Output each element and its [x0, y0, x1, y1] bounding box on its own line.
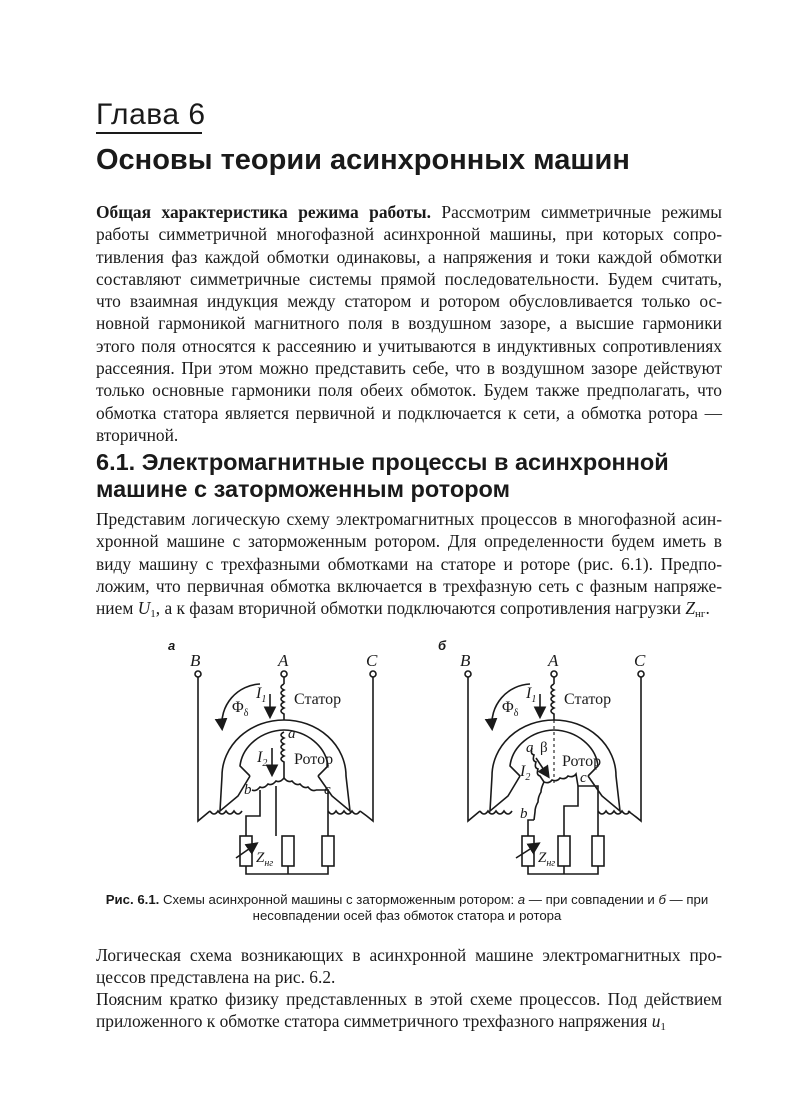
var-u-sub: 1 [150, 608, 156, 621]
paragraph-logic-scheme [96, 508, 722, 625]
para4-text: Поясним кратко физику представленных в этой схеме процессов. Под действием приложенного к обмотке статора симметричного трехфазного напряжения [96, 989, 722, 1032]
panel-a-terminal-a-dot [281, 671, 287, 677]
panel-b-label: б [438, 638, 447, 653]
panel-a-load-label: $Z_{нг}$ [256, 850, 274, 869]
panel-b-flux-label: $\Phi_\delta$ [502, 699, 519, 719]
figure-caption [100, 892, 714, 924]
panel-a-phase-b: b [244, 782, 252, 798]
para2-text-end: . [705, 598, 710, 619]
panel-a-line-b [198, 677, 210, 821]
panel-b-terminal-c-dot [638, 671, 644, 677]
para4-var-u-sub: 1 [660, 1021, 666, 1034]
panel-b-phase-b: b [520, 806, 528, 822]
panel-a-terminal-b-dot [195, 671, 201, 677]
panel-b-wire-b [528, 820, 534, 836]
chapter-title: Основы теории асинхронных машин [96, 144, 630, 176]
paragraph-physics [96, 988, 722, 1039]
caption-b: б [658, 892, 666, 907]
figure-6-1-diagram [160, 636, 660, 886]
caption-text-3: — при несовпадении осей фаз обмоток статора и ротора [252, 892, 709, 923]
panel-b-terminal-b: B [460, 651, 471, 670]
panel-b-load-2 [558, 836, 570, 866]
panel-a-i1-label: $I_1$ [256, 685, 267, 705]
panel-a-stator-left [220, 720, 284, 811]
panel-a-phase-c: c [324, 782, 331, 798]
var-z: Z [685, 598, 696, 619]
panel-a-i2-label: $I_2$ [257, 749, 268, 769]
panel-a-coil-c [328, 811, 360, 814]
panel-a-line-c [360, 677, 373, 821]
panel-b-wire-a [564, 786, 578, 836]
panel-a-label: а [168, 638, 176, 653]
var-z-sub: нг [695, 608, 706, 621]
panel-b-terminal-b-dot [465, 671, 471, 677]
caption-text-2: — при совпадении и [525, 892, 659, 907]
panel-a-rotor-label: Ротор [294, 751, 334, 768]
panel-b-beta-label: β [540, 740, 548, 756]
caption-text-1: Схемы асинхронной машины с заторможенным ротором: [159, 892, 518, 907]
panel-b-stator-coil [551, 684, 554, 720]
panel-a-coil-b [210, 811, 242, 814]
panel-a-rotor-coil-a [281, 732, 284, 778]
var-u: U [137, 598, 151, 619]
panel-b-coil-c [598, 811, 630, 814]
panel-b-phase-c: c [580, 770, 587, 786]
caption-a: а [517, 892, 526, 907]
caption-label: Рис. 6.1. [105, 892, 160, 907]
panel-b-line-c [628, 677, 641, 821]
panel-b-load-label: $Z_{нг}$ [538, 850, 556, 869]
panel-a-load-bus [246, 866, 328, 874]
panel-b-coil-b [480, 811, 512, 814]
para2-text-before: Представим логическую схему электромагнитных процессов в многофазной асинхронной машине с заторможенным ротором. Для определенности будем иметь в виду машину с трехфазными обмотками на статоре и роторе (рис. 6.1). Предположим, что первичная обмотка включается в трехфазную сеть с фазным напряжением [96, 509, 722, 619]
panel-a-rotor-coil-c [284, 778, 316, 791]
panel-b-rotor-coil-b [534, 782, 544, 820]
panel-a-rheostat-arrow [236, 844, 256, 858]
para3-text: Логическая схема возникающих в асинхронной машине электромагнитных процессов представлена на рис. 6.2. [96, 945, 722, 988]
para4-var-u: u [651, 1011, 661, 1032]
figure-6-1 [160, 636, 660, 886]
panel-a-terminal-a: A [278, 651, 289, 670]
panel-b-i2-label: $I_2$ [520, 763, 531, 783]
panel-b-load-3 [592, 836, 604, 866]
panel-a-rotor-coil-b [252, 778, 284, 791]
panel-b-rotor-coil-c [544, 774, 578, 786]
panel-a-load-2 [282, 836, 294, 866]
panel-b-wire-c [578, 786, 598, 836]
panel-b [438, 638, 646, 874]
section-title: 6.1. Электромагнитные процессы в асинхронной машине с заторможенным ротором [96, 449, 669, 502]
panel-b-terminal-c: C [634, 651, 646, 670]
panel-a-terminal-b: B [190, 651, 201, 670]
panel-b-line-b [468, 677, 480, 821]
intro-text: Рассмотрим симметричные режимы работы симметричной многофазной асинхронной машины, при которых сопротивления фаз каждой обмотки одинаковы, а напряжения и токи каждой обмотки составляют симметричные системы прямой последовательности. Будем считать, что взаимная индукция между статором и ротором обусловливается только основной гармоникой магнитного поля в воздушном зазоре, а высшие гармоники этого поля относятся к рассеянию и учитываются в индуктивных сопротивлениях рассеяния. При этом можно представить себе, что в воздушном зазоре действуют только основные гармоники поля обеих обмоток. Будем также предполагать, что обмотка статора является первичной и подключается к сети, а обмотка ротора — вторичной. [96, 202, 722, 445]
panel-a [168, 638, 378, 874]
panel-b-terminal-a: A [548, 651, 559, 670]
chapter-label: Глава 6 [96, 98, 206, 131]
panel-a-stator-coil [281, 684, 284, 720]
panel-a-flux-label: $\Phi_\delta$ [232, 699, 249, 719]
panel-b-stator-label: Статор [564, 691, 612, 708]
chapter-underline [96, 132, 202, 134]
panel-b-terminal-a-dot [551, 671, 557, 677]
panel-a-load-3 [322, 836, 334, 866]
panel-a-terminal-c: C [366, 651, 378, 670]
intro-paragraph [96, 201, 722, 446]
panel-b-load-bus [528, 866, 598, 874]
paragraph-logic-ref [96, 944, 722, 989]
panel-b-phase-a: a [526, 740, 534, 756]
intro-lead: Общая характеристика режима работы. [96, 202, 431, 222]
para2-text-mid: , а к фазам вторичной обмотки подключаются сопротивления нагрузки [155, 598, 686, 619]
panel-b-i1-label: $I_1$ [526, 685, 537, 705]
panel-a-stator-label: Статор [294, 691, 342, 708]
panel-a-terminal-c-dot [370, 671, 376, 677]
panel-a-phase-a: a [288, 726, 296, 742]
panel-b-rotor-label: Ротор [562, 753, 602, 770]
